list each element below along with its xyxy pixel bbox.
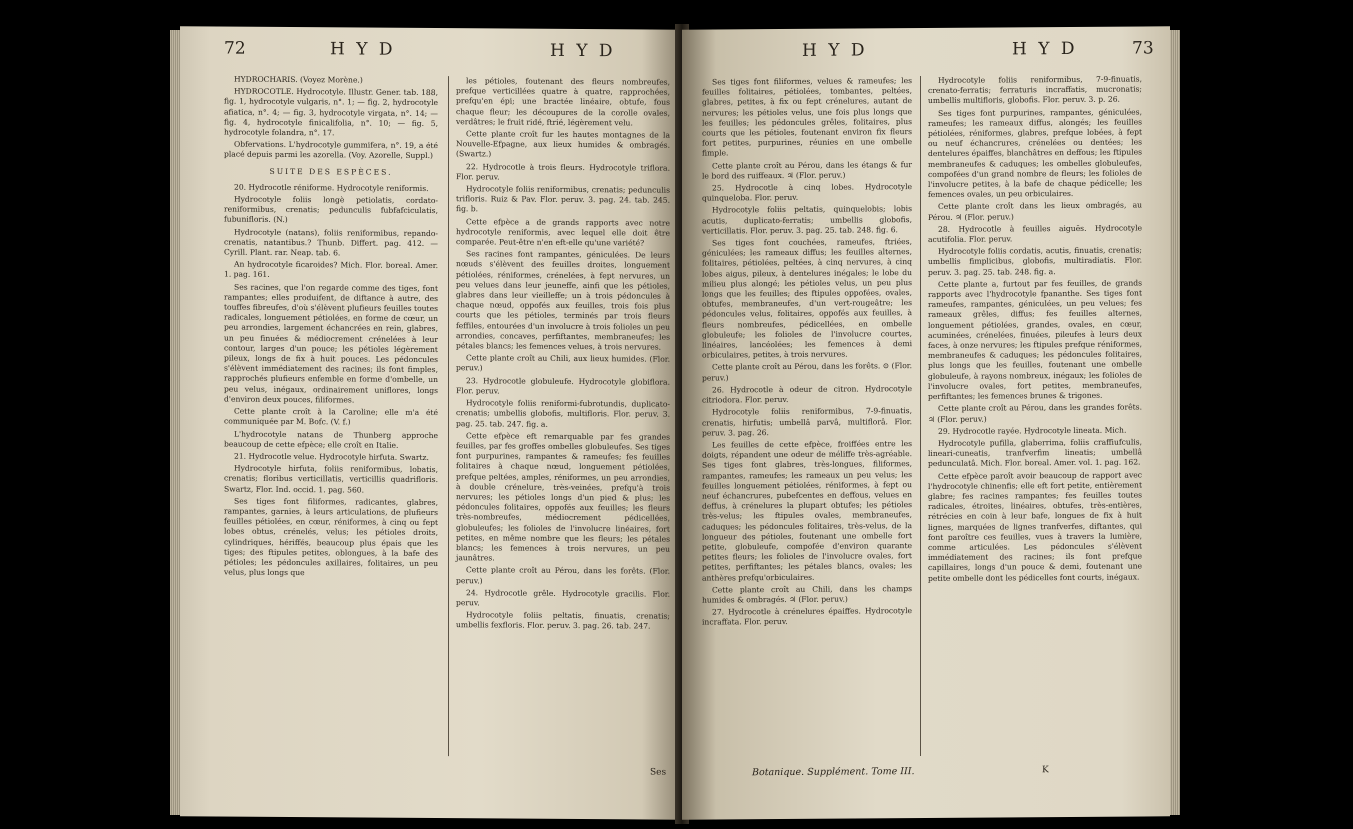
- paragraph: Ses racines, que l'on regarde comme des tiges, font rampantes; elles produifent, de diftance à autre, des touffes fibreufes, d'où s'élèvent plufieurs feuilles toutes radicales, longuement pétiolées, en forme de cœur, un peu arrondies, largement échancrées en rein, glabres, un peu finuées & médiocrement crénelées à leur contour, larges d'un pouce; les pétioles légèrement pileux, longs de fix à huit pouces. Les pédoncules s'élèvent immédiatement des racines; ils font fimples, rapprochés plufieurs enfemble en forme d'ombelle, un peu velus, inégaux, ordinairement uniflores, longs d'environ deux pouces, filiformes.: [224, 282, 438, 405]
- paragraph: Cette plante croît dans les lieux ombragés, au Pérou. ♃ (Flor. peruv.): [928, 200, 1142, 222]
- paragraph: L'hydrocotyle natans de Thunberg approche beaucoup de cette efpèce; elle croît en Italie.: [224, 429, 438, 450]
- paragraph: 27. Hydrocotle à crénelures épaiffes. Hydrocotyle incraffata. Flor. peruv.: [702, 606, 912, 627]
- paragraph: Les feuilles de cette efpèce, froiffées entre les doigts, répandent une odeur de méliffe très-agréable. Ses tiges font glabres, très-longues, filiformes, rampantes, rameufes; les rameaux un peu velus; les feuilles longuement pétiolées, réniformes, à fept ou neuf échancrures, pubefcentes en deffous, velues en deffus, à crénelures la plupart obtufes; les pétioles très-velus; les ftipules ovales, membraneufes, caduques; les pédoncules folitaires, très-velus, de la longueur des pétioles, foutenant une ombelle fort petite, globuleufe, compofée d'environ quarante petites fleurs; les folioles de l'involucre ovales, fort petites, perfiftantes; les pétales blancs, ovales; les anthères prefqu'orbiculaires.: [702, 439, 912, 583]
- paragraph: Hydrocotyle (natans), foliis reniformibus, repando-crenatis, natantibus.? Thunb. Differt. pag. 412. — Cyrill. Plant. rar. Neap. tab. 6.: [224, 227, 438, 258]
- paragraph: 29. Hydrocotle rayée. Hydrocotyle lineata. Mich.: [938, 425, 1127, 436]
- paragraph: 20. Hydrocotle réniforme. Hydrocotyle reniformis.: [234, 182, 429, 193]
- paragraph: Hydrocotyle foliis reniformibus, 7-9-finuatis, crenatis, hirfutis; umbellâ parvâ, multiflorâ. Flor. peruv. 3. pag. 26.: [702, 406, 912, 438]
- catchword: Ses: [650, 767, 667, 778]
- paragraph: An hydrocotyle ficaroides? Mich. Flor. boreal. Amer. 1. pag. 161.: [224, 259, 438, 280]
- paragraph: Cette plante croît au Pérou, dans les grandes forêts. ♃ (Flor. peruv.): [928, 402, 1142, 424]
- paragraph: Cette efpèce eft remarquable par fes grandes feuilles, par fes groffes ombelles globuleufes. Ses tiges font purpurines, rampantes & rameufes; fes feuilles folitaires à chaque nœud, longuement pétiolées, prefque peltées, amples, réniformes, un peu arrondies, à double crénelure, très-veinées, prefqu'à trois nervures; les pétioles longs d'un pied & plus; les pédoncules folitaires, oppofés aux feuilles; les fleurs très-nombreufes, médiocrement pédicellées, globuleufes; les folioles de l'involucre linéaires, fort petites, en même nombre que les fleurs; les pétales blancs; les femences à trois nervures, un peu jaunâtres.: [456, 430, 670, 563]
- paragraph: Cette efpèce a de grands rapports avec notre hydrocotyle reniformis, avec lequel elle doit être comparée. Peut-être n'en eft-elle qu'une variété?: [456, 216, 670, 248]
- paragraph: 24. Hydrocotle grêle. Hydrocotyle gracilis. Flor. peruv.: [456, 587, 670, 608]
- paragraph: Hydrocotyle foliis reniformibus, crenatis; pedunculis trifloris. Ruiz & Pav. Flor. peruv. 3. pag. 24. tab. 245. fig. b.: [456, 184, 670, 214]
- paragraph: Hydrocotyle foliis reniformi-fubrotundis, duplicato-crenatis; umbellis globofis, multifloris. Flor. peruv. 3. pag. 25. tab. 247. fig. a.: [456, 398, 670, 429]
- paragraph: Hydrocotyle foliis peltatis, finuatis, crenatis; umbellis fexfloris. Flor. peruv. 3. pag. 26. tab. 247.: [456, 610, 670, 631]
- paragraph: 22. Hydrocotle à trois fleurs. Hydrocotyle triflora. Flor. peruv.: [456, 161, 670, 182]
- running-head: H Y D: [550, 40, 616, 62]
- running-head: H Y D: [1012, 38, 1078, 60]
- paragraph: Cette plante croît au Chili, aux lieux humides. (Flor. peruv.): [456, 353, 670, 373]
- paragraph: Ses racines font rampantes, géniculées. De leurs nœuds s'élèvent des feuilles droites, longuement pétiolées, réniformes, crénelées, à fept nervures, un peu velues dans leur jeuneffe, ainfi que les pétioles, glabres dans leur vieilleffe; un à trois pédoncules à chaque nœud, oppofés aux feuilles, trois fois plus courts que les pétioles, terminés par trois fleurs feffiles, entourées d'un involucre à trois folioles un peu arrondies, concaves, perfiftantes, membraneufes; les pétales blancs; les femences velues, à trois nervures.: [456, 249, 670, 352]
- paragraph: Obfervations. L'hydrocotyle gummifera, n°. 19, a été placé depuis parmi les azorella. (Voy. Azorelle, Suppl.): [224, 139, 438, 161]
- paragraph: Cette plante croît au Pérou, dans les étangs & fur le bord des ruiffeaux. ♃ (Flor. peruv.): [702, 159, 912, 181]
- paragraph: Cette plante croît au Pérou, dans les forêts. ⊙ (Flor. peruv.): [702, 361, 912, 383]
- paragraph: Cette plante croît au Chili, dans les champs humides & ombragés. ♃ (Flor. peruv.): [702, 583, 912, 605]
- paragraph: Hydrocotyle foliis cordatis, acutis, finuatis, crenatis; umbellis fimplicibus, globofis, multiradiatis. Flor. peruv. 3. pag. 25. tab. 248. fig. a.: [928, 245, 1142, 277]
- text-column-left: [702, 76, 912, 630]
- running-head: H Y D: [802, 40, 868, 61]
- paragraph: Ses tiges font filiformes, radicantes, glabres, rampantes, garnies, à leurs articulations, de plufieurs feuilles pétiolées, en cœur, réniformes, à cinq ou fept lobes obtus, crénelés, velus; les pétioles droits, cylindriques, hériffés, beaucoup plus épais que les tiges; des ftipules petites, oblongues, à la bafe des pétioles; les pédoncules axillaires, folitaires, un peu velus, plus longs que: [224, 496, 438, 578]
- signature-mark: K: [1042, 765, 1049, 776]
- paragraph: Ses tiges font purpurines, rampantes, géniculées, rameufes; les rameaux diffus, alongés; les feuilles pétiolées, réniformes, glabres, prefque lobées, à fept ou neuf échancrures, crénelées ou dentées; les dentelures épaiffes, blanchâtres en deffous; les ftipules membraneufes & caduques; les ombelles globuleufes, compofées d'un grand nombre de fleurs; les folioles de l'involucre petites, à la bafe de chaque pédicelle; les femences ovales, un peu orbiculaires.: [928, 107, 1142, 200]
- page-number: 73: [1132, 38, 1154, 59]
- running-head: H Y D: [330, 39, 396, 60]
- paragraph: Cette plante croît à la Caroline; elle m'a été communiquée par M. Bofc. (V. f.): [224, 406, 438, 427]
- paragraph: 25. Hydrocotle à cinq lobes. Hydrocotyle quinqueloba. Flor. peruv.: [702, 182, 912, 203]
- paragraph: Hydrocotyle foliis peltatis, quinquelobis; lobis acutis, duplicato-ferratis; umbellis globofis, verticillatis. Flor. peruv. 3. pag. 25. tab. 248. fig. 6.: [702, 204, 912, 236]
- column-rule: [920, 76, 921, 756]
- paragraph: Ses tiges font filiformes, velues & rameufes; les feuilles folitaires, pétiolées, tombantes, peltées, glabres, petites, à fix ou fept crénelures, autant de nervures; les pétioles velus, une fois plus longs que les feuilles; les pédoncules grêles, folitaires, plus courts que les pétioles, foutenant environ fix fleurs fort petites, purpurines, réunies en une ombelle fimple.: [702, 76, 912, 158]
- paragraph: HYDROCHARIS. (Voyez Morène.): [234, 74, 363, 85]
- paragraph: 21. Hydrocotle velue. Hydrocotyle hirfuta. Swartz.: [234, 451, 429, 462]
- paragraph: les pétioles, foutenant des fleurs nombreufes, prefque verticillées quatre à quatre, rapprochées, prefqu'en épi; une bractée linéaire, obtufe, fous chaque fleur; les découpures de la corolle ovales, verdâtres; le fruit ridé, ftrié, légèrement velu.: [456, 76, 670, 128]
- paragraph: Cette plante croît fur les hautes montagnes de la Nouvelle-Efpagne, aux lieux humides & ombragés. (Swartz.): [456, 129, 670, 159]
- left-page: [180, 26, 682, 820]
- right-page: [682, 26, 1170, 819]
- paragraph: Hydrocotyle foliis longè petiolatis, cordato-reniformibus, crenatis; pedunculis fubfafciculatis, fubunifloris. (N.): [224, 194, 438, 225]
- paragraph: 23. Hydrocotle globuleufe. Hydrocotyle globiflora. Flor. peruv.: [456, 375, 670, 396]
- paragraph: Cette efpèce paroît avoir beaucoup de rapport avec l'hydrocotyle chinenfis; elle eft fort petite, entièrement glabre; fes racines rampantes; fes feuilles toutes radicales, étroites, linéaires, obtufes, très-entières, rétrécies en coin à leur bafe, longues de fix à huit lignes, marquées de lignes tranfverfes, diftantes, qui font paroître ces feuilles, vues à travers la lumière, comme articulées. Les pédoncules s'élèvent immédiatement des racines; ils font prefque capillaires, longs d'un pouce & demi, foutenant une petite ombelle dont les pédicelles font courts, inégaux.: [928, 470, 1142, 583]
- page-number: 72: [224, 38, 246, 59]
- page-footer: Botanique. Supplément. Tome III.: [752, 766, 915, 779]
- column-rule: [448, 76, 449, 756]
- paragraph: HYDROCOTLE. Hydrocotyle. Illustr. Gener. tab. 188, fig. 1, hydrocotyle vulgaris, n°. 1; — fig. 2, hydrocotyle afiatica, n°. 4; — fig. 3, hydrocotyle virgata, n°. 14; — fig. 4, hydrocotyle finicalifolia, n°. 10; — fig. 5, hydrocotyle folandra, n°. 17.: [224, 86, 438, 138]
- paragraph: Hydrocotyle hirfuta, foliis reniformibus, lobatis, crenatis; floribus verticillatis, verticillis quadrifloris. Swartz, Flor. Ind. occid. 1. pag. 560.: [224, 463, 438, 495]
- text-column-right: [928, 74, 1142, 585]
- paragraph: Ses tiges font couchées, rameufes, ftriées, géniculées; les rameaux diffus; les feuilles alternes, folitaires, pétiolées, peltées, à cinq nervures, à cinq lobes aigus, pileux, à dentelures inégales; le lobe du milieu plus alongé; les pétioles velus, un peu plus longs que les feuilles; des ftipules oppofées, ovales, obtufes, membraneufes, d'un vert-rougeâtre; les pédoncules velus, folitaires, oppofés aux feuilles, à fleurs nombreufes, pédicellées, en ombelle globuleufe; les folioles de l'involucre courtes, linéaires, lancéolées; les femences à demi orbiculaires, petites, à trois nervures.: [702, 237, 912, 360]
- paragraph: Hydrocotyle pufilla, glaberrima, foliis craffiufculis, lineari-cuneatis, tranfverfim lineatis; umbellâ pedunculatâ. Mich. Flor. boreal. Amer. vol. 1. pag. 162.: [928, 437, 1142, 469]
- text-column-left: [224, 75, 438, 582]
- paragraph: Cette plante a, furtout par fes feuilles, de grands rapports avec l'hydrocotyle fpananthe. Ses tiges font rameufes, rampantes, géniculées, un peu velues; fes rameaux grêles, diffus; fes feuilles alternes, longuement pétiolées, grandes, ovales, en cœur, acuminées, crénelées, finuées, pileufes à leurs deux faces, à onze nervures; les ftipules prefque réniformes, membraneufes & caduques; les pédoncules folitaires, plus longs que les feuilles, foutenant une ombelle globuleufe, à rayons nombreux, inégaux; les folioles de l'involucre ovales, fort petites, membraneufes, perfiftantes; les femences brunes & trigones.: [928, 278, 1142, 402]
- text-column-right: [456, 76, 670, 634]
- paragraph: 26. Hydrocotle à odeur de citron. Hydrocotyle citriodora. Flor. peruv.: [702, 383, 912, 405]
- paragraph: Cette plante croît au Pérou, dans les forêts. (Flor. peruv.): [456, 565, 670, 585]
- paragraph: 28. Hydrocotle à feuilles aiguës. Hydrocotyle acutifolia. Flor. peruv.: [928, 223, 1142, 245]
- paragraph: Hydrocotyle foliis reniformibus, 7-9-finuatis, crenato-ferratis; ferraturis incraffatis, mucronatis; umbellis multifloris, globofis. Flor. peruv. 3. p. 26.: [928, 74, 1142, 106]
- paragraph: SUITE DES ESPÈCES.: [269, 166, 393, 177]
